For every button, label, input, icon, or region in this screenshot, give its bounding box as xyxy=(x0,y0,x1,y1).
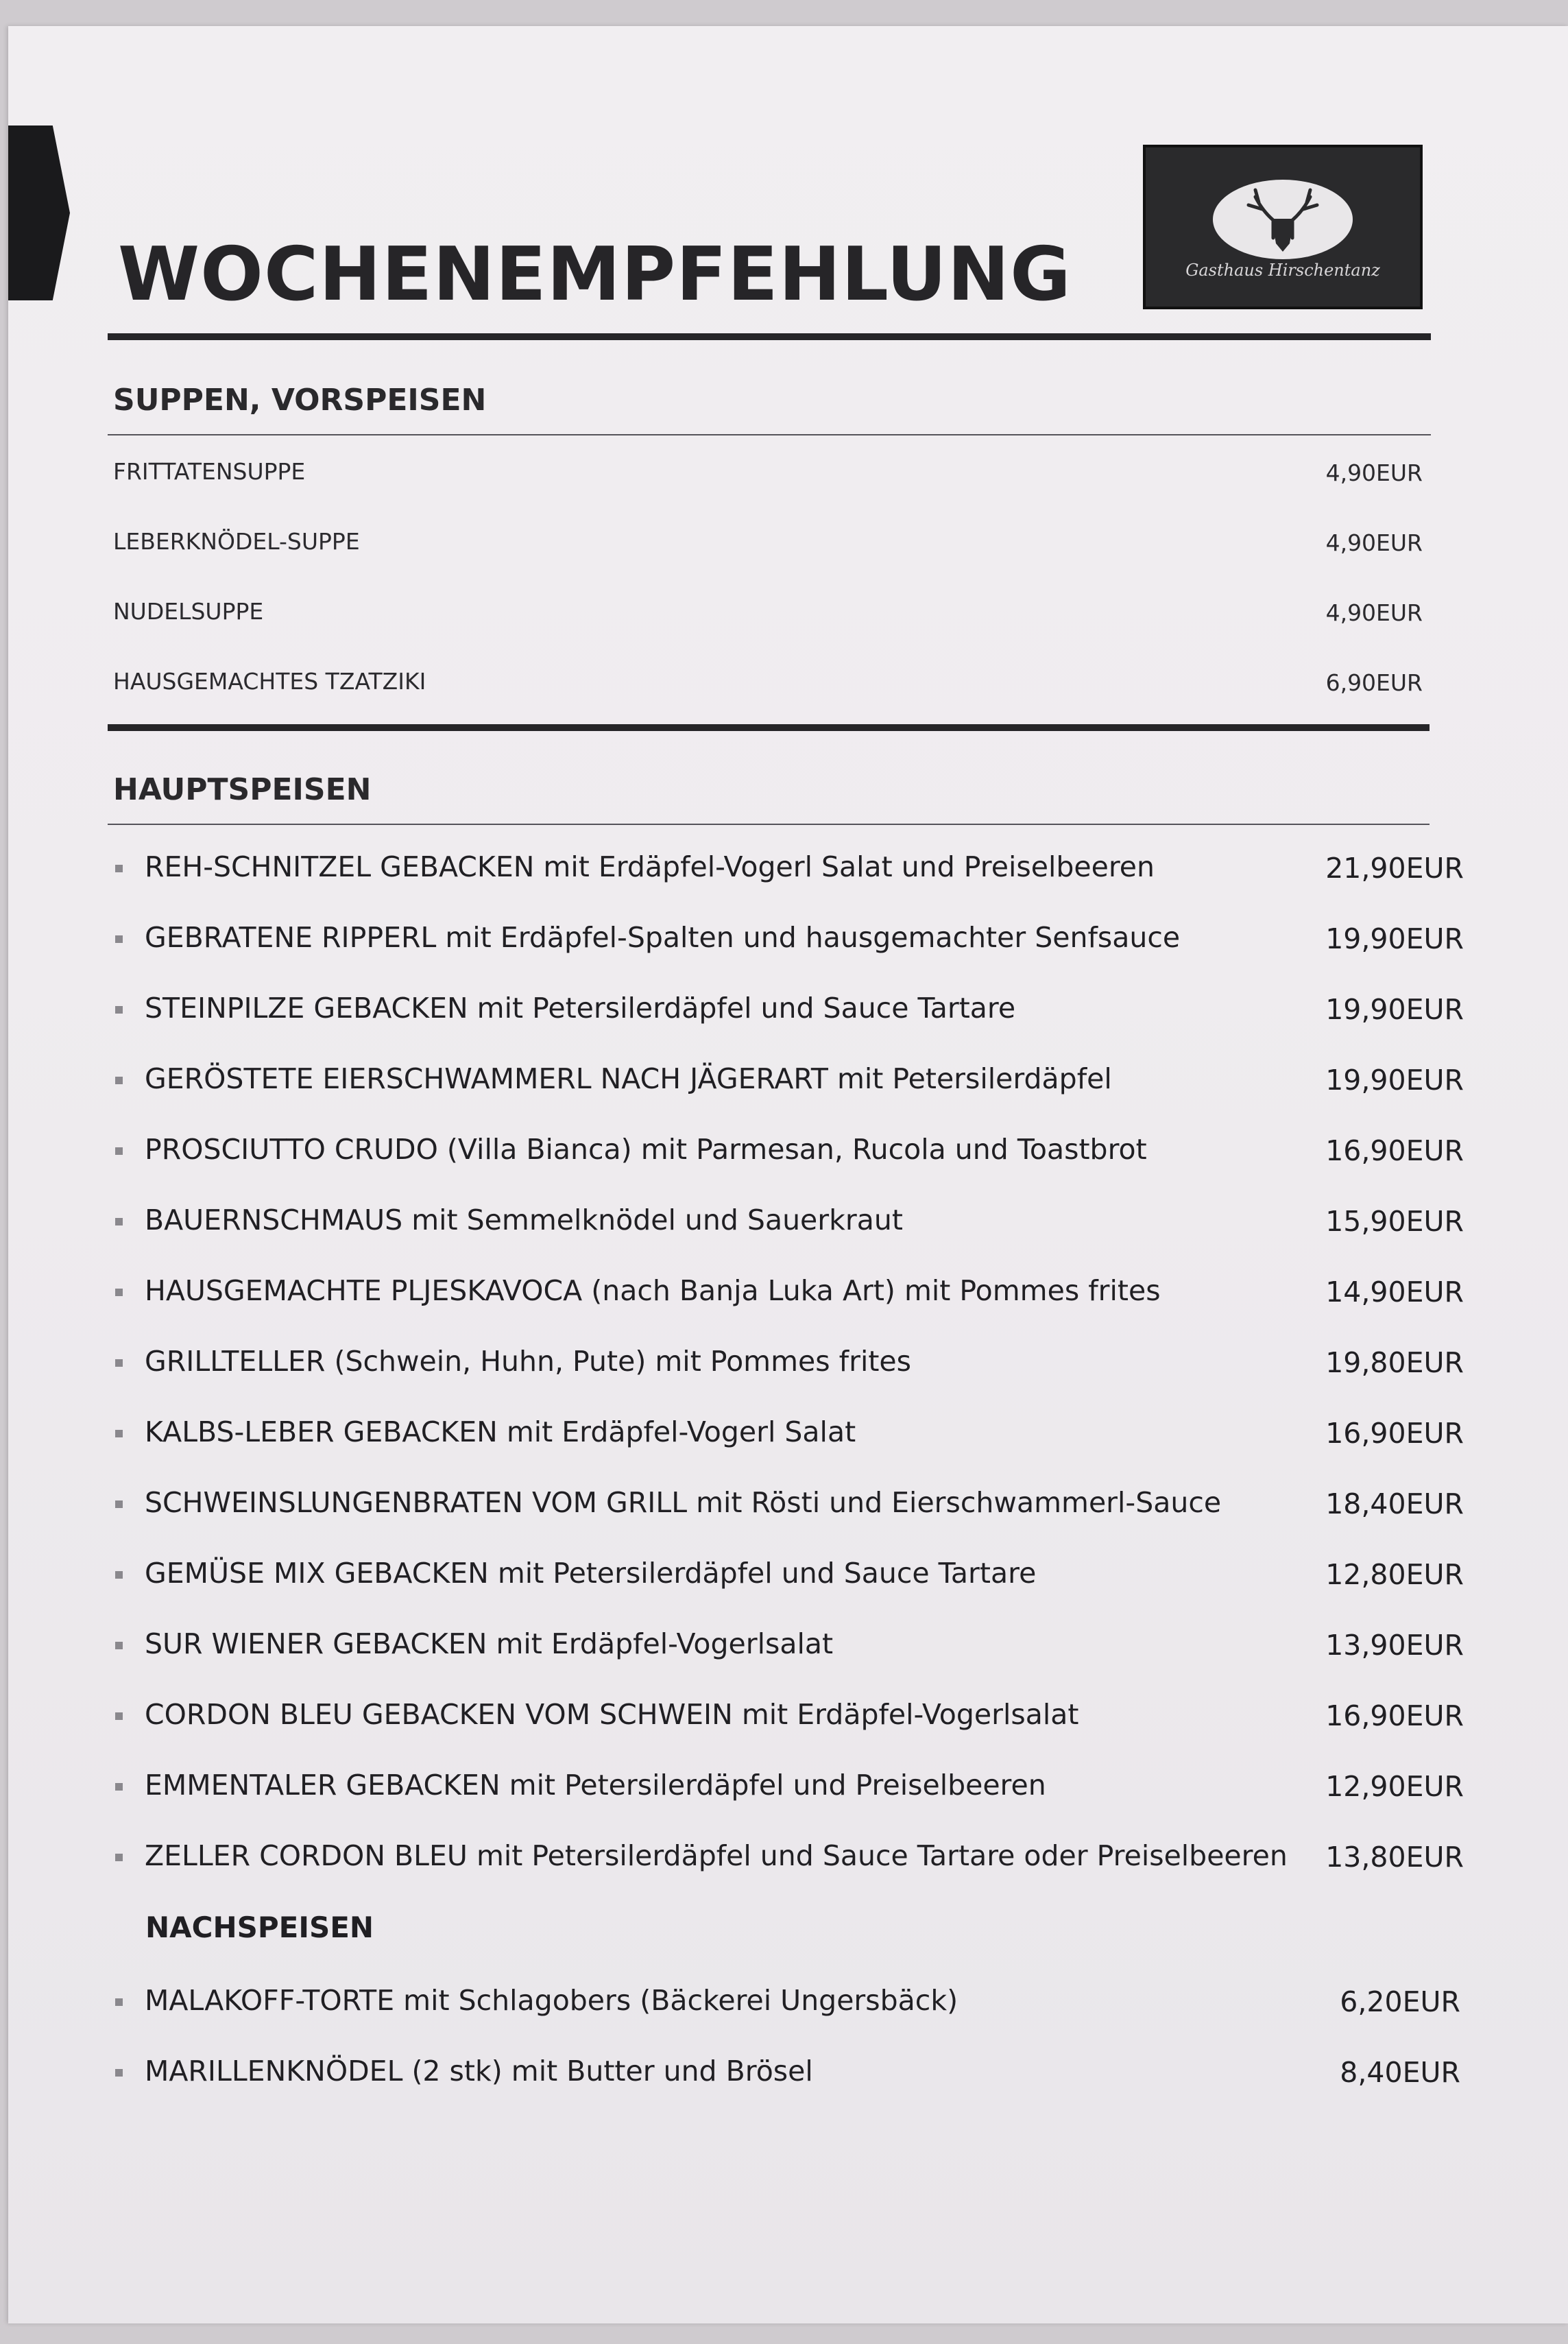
list-item xyxy=(113,528,1423,598)
dish-name: GEBRATENE RIPPERL mit Erdäpfel-Spalten und hausgemachter Senfsauce xyxy=(145,921,1181,954)
dish-price: 16,90EUR xyxy=(1325,1417,1464,1450)
list-item xyxy=(113,1984,1460,2055)
dish-name: ZELLER CORDON BLEU mit Petersilerdäpfel und Sauce Tartare oder Preiselbeeren xyxy=(145,1839,1288,1872)
dish-name: GEMÜSE MIX GEBACKEN mit Petersilerdäpfel und Sauce Tartare xyxy=(145,1557,1037,1590)
list-item xyxy=(113,1557,1464,1627)
bullet-icon xyxy=(115,1998,123,2006)
dish-price: 6,90EUR xyxy=(1325,669,1423,696)
dish-price: 12,80EUR xyxy=(1325,1558,1464,1591)
tab-marker xyxy=(8,125,70,300)
dish-name: FRITTATENSUPPE xyxy=(113,458,306,485)
dish-name: STEINPILZE GEBACKEN mit Petersilerdäpfel und Sauce Tartare xyxy=(145,992,1016,1025)
dish-name: LEBERKNÖDEL-SUPPE xyxy=(113,528,360,555)
dish-price: 18,40EUR xyxy=(1325,1487,1464,1520)
bullet-icon xyxy=(115,2069,123,2077)
dish-price: 8,40EUR xyxy=(1340,2056,1460,2089)
bullet-icon xyxy=(115,1077,123,1084)
dish-price: 13,90EUR xyxy=(1325,1629,1464,1662)
list-item xyxy=(113,1415,1464,1486)
logo-text: Gasthaus Hirschentanz xyxy=(1185,261,1380,280)
dish-price: 6,20EUR xyxy=(1340,1985,1460,2018)
divider-top xyxy=(108,333,1431,340)
bullet-icon xyxy=(115,1783,123,1791)
dish-name: SCHWEINSLUNGENBRATEN VOM GRILL mit Rösti und Eierschwammerl-Sauce xyxy=(145,1486,1222,1519)
dish-name: HAUSGEMACHTE PLJESKAVOCA (nach Banja Luka Art) mit Pommes frites xyxy=(145,1274,1161,1307)
list-item xyxy=(113,992,1464,1062)
dish-name: KALBS-LEBER GEBACKEN mit Erdäpfel-Vogerl Salat xyxy=(145,1415,856,1448)
list-item xyxy=(113,1133,1464,1204)
list-item xyxy=(113,1769,1464,1839)
bullet-icon xyxy=(115,1854,123,1861)
dish-price: 21,90EUR xyxy=(1325,852,1464,885)
bullet-icon xyxy=(115,1218,123,1225)
bullet-icon xyxy=(115,1147,123,1155)
list-item xyxy=(113,1627,1464,1698)
list-item xyxy=(113,1204,1464,1274)
section-heading-mains: HAUPTSPEISEN xyxy=(113,772,372,807)
dish-name: BAUERNSCHMAUS mit Semmelknödel und Sauerkraut xyxy=(145,1204,903,1236)
list-item xyxy=(113,921,1464,992)
page-title: WOCHENEMPFEHLUNG xyxy=(118,232,1072,318)
bullet-icon xyxy=(115,1006,123,1014)
divider-soups xyxy=(108,434,1431,435)
dish-price: 13,80EUR xyxy=(1325,1841,1464,1874)
section-heading-desserts: NACHSPEISEN xyxy=(145,1911,374,1944)
list-item xyxy=(113,1698,1464,1769)
dish-name: NUDELSUPPE xyxy=(113,598,264,625)
dish-name: REH-SCHNITZEL GEBACKEN mit Erdäpfel-Vogerl Salat und Preiselbeeren xyxy=(145,850,1155,883)
dish-price: 14,90EUR xyxy=(1325,1276,1464,1308)
dish-price: 19,90EUR xyxy=(1325,993,1464,1026)
dish-price: 19,90EUR xyxy=(1325,922,1464,955)
dish-price: 4,90EUR xyxy=(1325,529,1423,556)
dish-name: CORDON BLEU GEBACKEN VOM SCHWEIN mit Erdäpfel-Vogerlsalat xyxy=(145,1698,1079,1731)
divider-mains-thin xyxy=(108,824,1430,825)
dish-price: 16,90EUR xyxy=(1325,1134,1464,1167)
list-item xyxy=(113,1062,1464,1133)
bullet-icon xyxy=(115,865,123,872)
dish-price: 4,90EUR xyxy=(1325,599,1423,626)
bullet-icon xyxy=(115,1500,123,1508)
section-heading-soups: SUPPEN, VORSPEISEN xyxy=(113,383,487,418)
list-item xyxy=(113,1345,1464,1415)
bullet-icon xyxy=(115,935,123,943)
dish-price: 19,90EUR xyxy=(1325,1064,1464,1097)
soup-list xyxy=(113,458,1423,738)
dish-name: HAUSGEMACHTES TZATZIKI xyxy=(113,668,426,695)
list-item xyxy=(113,458,1423,528)
dish-name: PROSCIUTTO CRUDO (Villa Bianca) mit Parmesan, Rucola und Toastbrot xyxy=(145,1133,1147,1166)
dish-name: EMMENTALER GEBACKEN mit Petersilerdäpfel und Preiselbeeren xyxy=(145,1769,1046,1802)
list-item xyxy=(113,850,1464,921)
dish-name: MARILLENKNÖDEL (2 stk) mit Butter und Brösel xyxy=(145,2055,813,2088)
bullet-icon xyxy=(115,1712,123,1720)
dish-name: MALAKOFF-TORTE mit Schlagobers (Bäckerei Ungersbäck) xyxy=(145,1984,958,2017)
bullet-icon xyxy=(115,1289,123,1296)
bullet-icon xyxy=(115,1642,123,1649)
dish-name: GERÖSTETE EIERSCHWAMMERL NACH JÄGERART mit Petersilerdäpfel xyxy=(145,1062,1112,1095)
divider-mains xyxy=(108,724,1430,731)
deer-head-icon xyxy=(1146,147,1420,307)
list-item xyxy=(113,598,1423,668)
bullet-icon xyxy=(115,1359,123,1367)
main-dish-list xyxy=(113,850,1464,1910)
restaurant-logo xyxy=(1143,145,1423,309)
bullet-icon xyxy=(115,1571,123,1579)
dish-name: GRILLTELLER (Schwein, Huhn, Pute) mit Pommes frites xyxy=(145,1345,911,1378)
list-item xyxy=(113,1839,1464,1910)
dish-name: SUR WIENER GEBACKEN mit Erdäpfel-Vogerlsalat xyxy=(145,1627,834,1660)
dish-price: 4,90EUR xyxy=(1325,459,1423,486)
menu-sheet xyxy=(8,26,1568,2323)
list-item xyxy=(113,1486,1464,1557)
dish-price: 12,90EUR xyxy=(1325,1770,1464,1803)
dish-price: 19,80EUR xyxy=(1325,1346,1464,1379)
dish-price: 15,90EUR xyxy=(1325,1205,1464,1238)
dish-price: 16,90EUR xyxy=(1325,1699,1464,1732)
bullet-icon xyxy=(115,1430,123,1437)
list-item xyxy=(113,1274,1464,1345)
dessert-list xyxy=(113,1984,1460,2125)
list-item xyxy=(113,2055,1460,2125)
